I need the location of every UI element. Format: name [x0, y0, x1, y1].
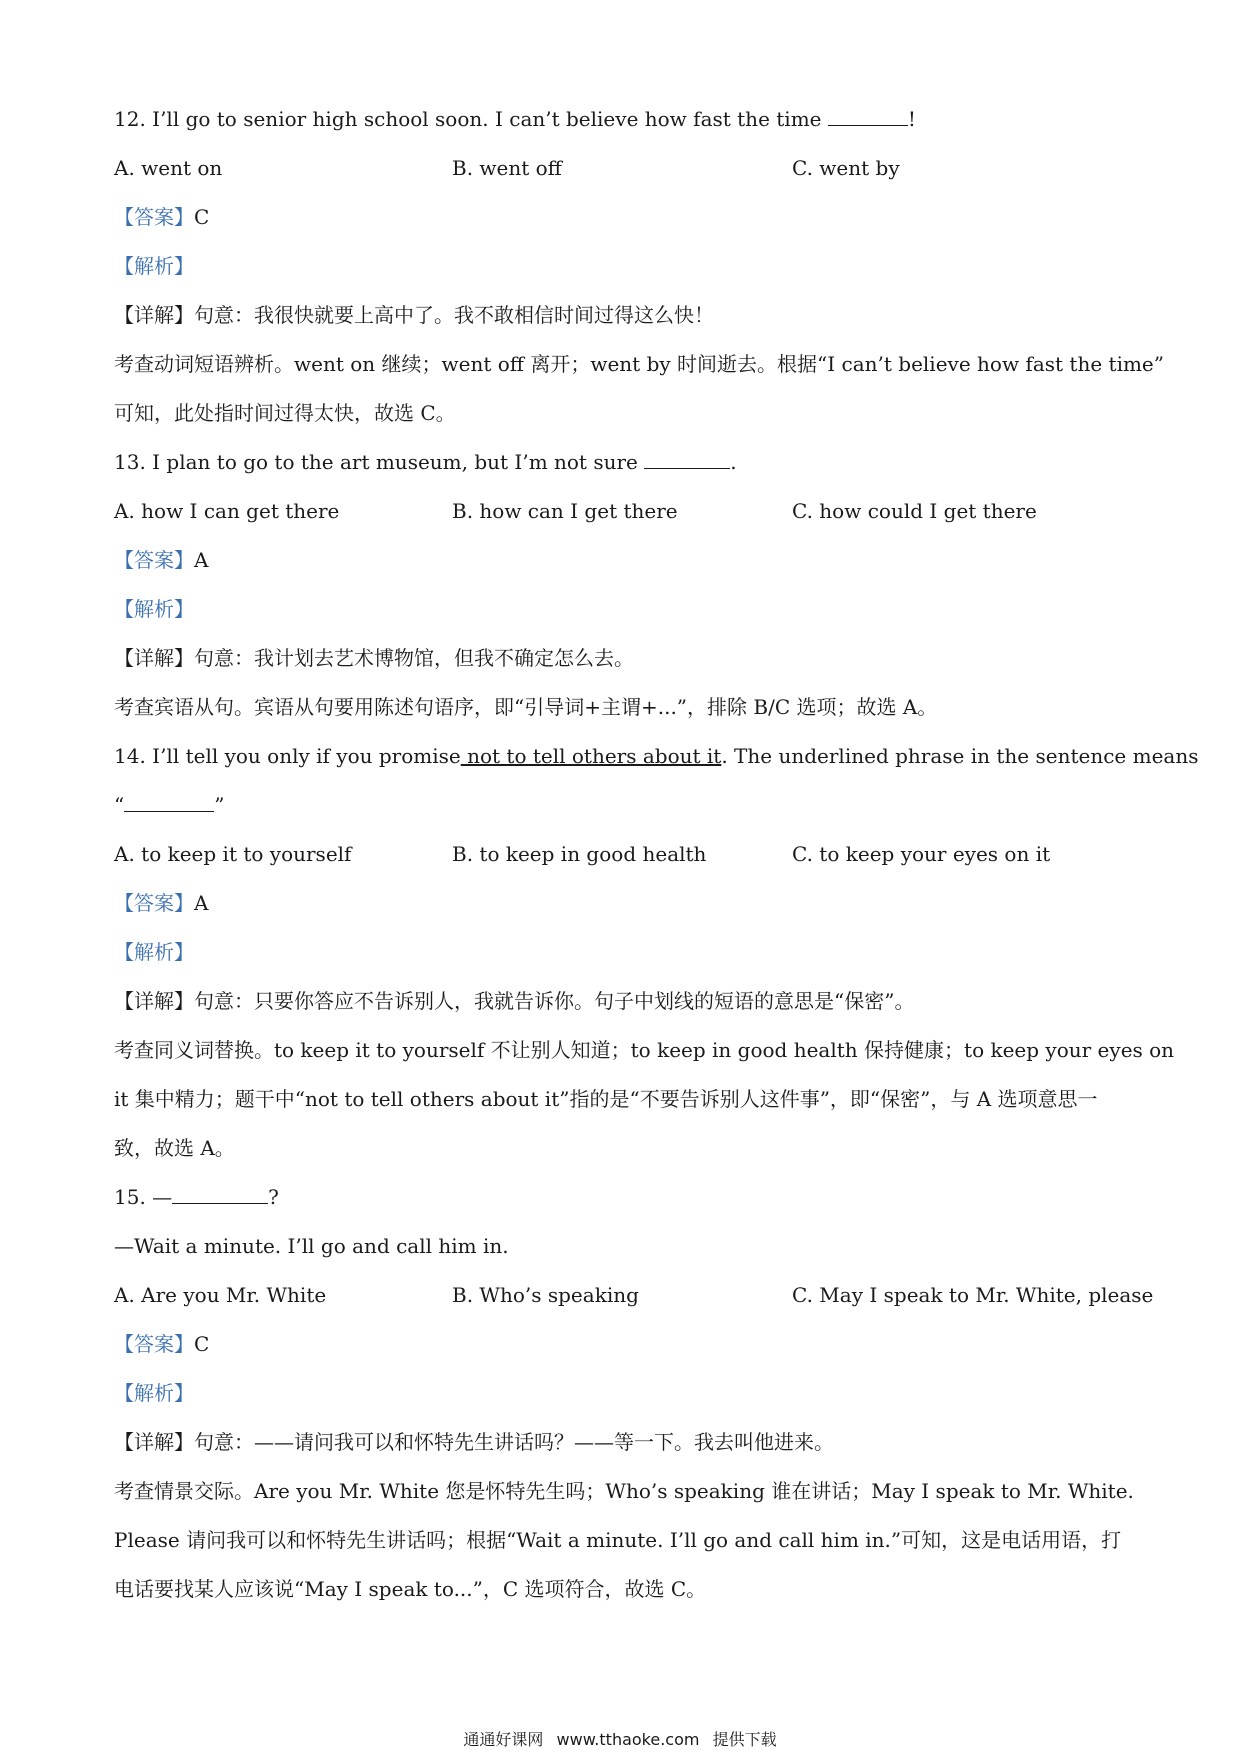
underlined-phrase: not to tell others about it [460, 744, 722, 768]
question-14-explanation-2: it 集中精力；题干中“not to tell others about it”指的是“不要告诉别人这件事”，即“保密”，与 A 选项意思一 [114, 1087, 1098, 1111]
stem-text-end: . The underlined phrase in the sentence means [721, 744, 1199, 768]
answer-value: A [194, 548, 209, 572]
footer-url-link[interactable]: www.tthaoke.com [556, 1730, 700, 1749]
question-13-stem [114, 449, 737, 475]
analysis-tag: 【解析】 [114, 597, 194, 621]
option-b: B. went off [452, 156, 562, 180]
option-a: A. to keep it to yourself [114, 842, 352, 866]
question-14-analysis-tag [114, 939, 194, 965]
question-13-explanation-1: 考查宾语从句。宾语从句要用陈述句语序，即“引导词+主谓+...”，排除 B/C 选项；故选 A。 [114, 695, 938, 719]
option-c: C. May I speak to Mr. White, please [792, 1283, 1154, 1307]
question-15-answer [114, 1331, 209, 1357]
question-13-analysis-tag [114, 596, 194, 622]
option-b: B. to keep in good health [452, 842, 707, 866]
question-15-explanation-2: Please 请问我可以和怀特先生讲话吗；根据“Wait a minute. I’ll go and call him in.”可知，这是电话用语，打 [114, 1528, 1122, 1552]
answer-tag: 【答案】 [114, 205, 194, 229]
question-14-explanation-1: 考查同义词替换。to keep it to yourself 不让别人知道；to keep in good health 保持健康；to keep your eyes on [114, 1038, 1175, 1062]
answer-blank [644, 450, 730, 469]
answer-tag: 【答案】 [114, 1332, 194, 1356]
question-15-explanation-1: 考查情景交际。Are you Mr. White 您是怀特先生吗；Who’s speaking 谁在讲话；May I speak to Mr. White. [114, 1479, 1134, 1503]
page-footer [0, 1729, 1240, 1751]
answer-blank [172, 1185, 268, 1204]
quote-open: “ [114, 793, 125, 817]
stem-text-end: ! [907, 107, 916, 131]
question-12-explanation-2: 可知，此处指时间过得太快，故选 C。 [114, 401, 456, 425]
question-15-stem [114, 1184, 279, 1210]
answer-tag: 【答案】 [114, 891, 194, 915]
detail-text: 句意：只要你答应不告诉别人，我就告诉你。句子中划线的短语的意思是“保密”。 [194, 989, 915, 1013]
option-c: C. to keep your eyes on it [792, 842, 1051, 866]
question-15-analysis-tag [114, 1380, 194, 1406]
answer-blank [124, 793, 214, 812]
question-12-analysis-tag [114, 253, 194, 279]
question-14-detail [114, 988, 914, 1014]
question-15-reply: —Wait a minute. I’ll go and call him in. [114, 1234, 509, 1258]
stem-text: 12. I’ll go to senior high school soon. I can’t believe how fast the time [114, 107, 828, 131]
question-14-answer [114, 890, 208, 916]
question-15-detail [114, 1429, 834, 1455]
analysis-tag: 【解析】 [114, 254, 194, 278]
detail-tag: 【详解】 [114, 303, 194, 327]
option-b: B. how can I get there [452, 499, 678, 523]
option-a: A. Are you Mr. White [114, 1283, 327, 1307]
stem-text: 15. — [114, 1185, 173, 1209]
detail-tag: 【详解】 [114, 646, 194, 670]
analysis-tag: 【解析】 [114, 1381, 194, 1405]
stem-text: 13. I plan to go to the art museum, but I’m not sure [114, 450, 645, 474]
question-13-detail [114, 645, 634, 671]
question-14-blank-line [114, 792, 224, 818]
question-13-answer [114, 547, 208, 573]
detail-text: 句意：我很快就要上高中了。我不敢相信时间过得这么快！ [194, 303, 714, 327]
answer-blank [828, 107, 908, 126]
footer-site-name: 通通好课网 [463, 1730, 544, 1749]
option-a: A. went on [114, 156, 223, 180]
footer-suffix: 提供下载 [712, 1730, 777, 1749]
answer-value: C [194, 1332, 210, 1356]
stem-text-end: . [730, 450, 737, 474]
detail-tag: 【详解】 [114, 989, 194, 1013]
detail-text: 句意：我计划去艺术博物馆，但我不确定怎么去。 [194, 646, 634, 670]
option-c: C. went by [792, 156, 900, 180]
question-14-explanation-3: 致，故选 A。 [114, 1136, 235, 1160]
answer-value: C [194, 205, 210, 229]
analysis-tag: 【解析】 [114, 940, 194, 964]
answer-tag: 【答案】 [114, 548, 194, 572]
detail-tag: 【详解】 [114, 1430, 194, 1454]
answer-value: A [194, 891, 209, 915]
option-a: A. how I can get there [114, 499, 340, 523]
question-12-answer [114, 204, 209, 230]
option-c: C. how could I get there [792, 499, 1037, 523]
detail-text: 句意：——请问我可以和怀特先生讲话吗？——等一下。我去叫他进来。 [194, 1430, 834, 1454]
question-12-explanation-1: 考查动词短语辨析。went on 继续；went off 离开；went by 时间逝去。根据“I can’t believe how fast the time” [114, 352, 1164, 376]
question-12-stem [114, 106, 916, 132]
quote-close: ” [214, 793, 225, 817]
question-12-detail [114, 302, 714, 328]
question-15-explanation-3: 电话要找某人应该说“May I speak to...”，C 选项符合，故选 C。 [114, 1577, 707, 1601]
stem-text-end: ? [268, 1185, 279, 1209]
stem-text: 14. I’ll tell you only if you promise [114, 744, 461, 768]
option-b: B. Who’s speaking [452, 1283, 639, 1307]
question-14-stem [114, 743, 1198, 769]
